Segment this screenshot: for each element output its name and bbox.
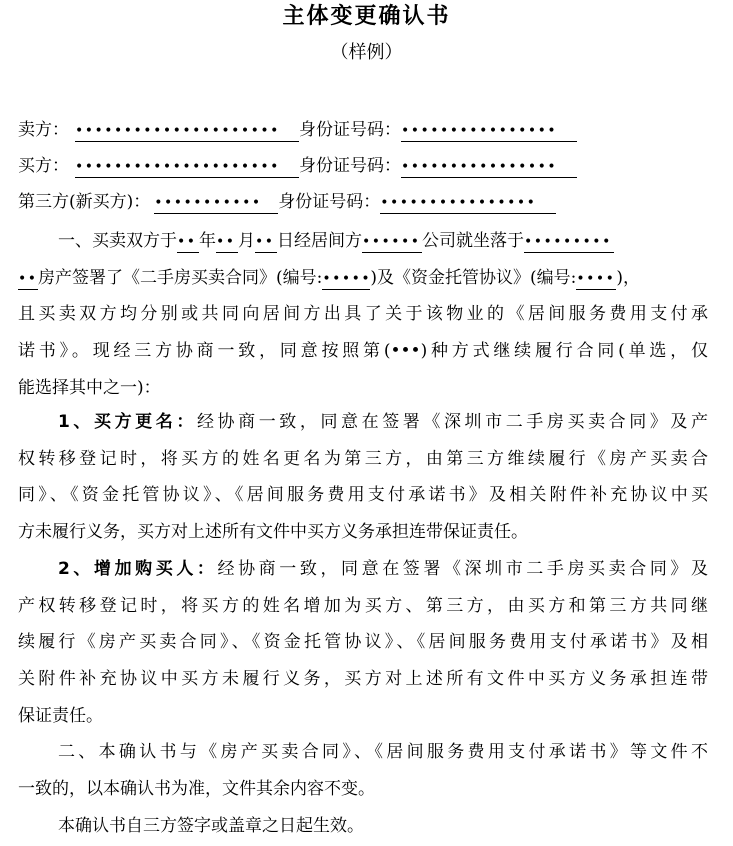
clause2-line1: 二、本确认书与《房产买卖合同》、《居间服务费用支付承诺书》等文件不 xyxy=(58,742,708,762)
day-blank: •• xyxy=(255,231,277,253)
document-subtitle: （样例） xyxy=(330,42,403,63)
agency-blank: •••••• xyxy=(362,231,422,253)
seller-line xyxy=(18,118,577,142)
clause1-line5: 能选择其中之一)： xyxy=(18,378,161,398)
year-blank: •• xyxy=(177,231,199,253)
buyer-label: 买方： xyxy=(18,156,69,176)
contract-number-blank: ••••• xyxy=(322,268,370,290)
clause2-line2: 一致的，以本确认书为准，文件其余内容不变。 xyxy=(18,779,375,799)
clause1-line2: ••房产签署了《二手房买卖合同》(编号:•••••)及《资金托管协议》(编号:••••)， xyxy=(18,268,640,288)
option1-line3: 同》、《资金托管协议》、《居间服务费用支付承诺书》及相关附件补充协议中买 xyxy=(18,485,708,505)
effective-clause: 本确认书自三方签字或盖章之日起生效。 xyxy=(58,816,364,836)
seller-id-label: 身份证号码： xyxy=(299,120,401,140)
buyer-line xyxy=(18,154,577,178)
option2-line3: 续履行《房产买卖合同》、《资金托管协议》、《居间服务费用支付承诺书》及相 xyxy=(18,632,708,652)
seller-label: 卖方： xyxy=(18,120,69,140)
option1-heading: 1、买方更名： xyxy=(58,412,197,432)
location-blank: ••••••••• xyxy=(524,231,614,253)
location-blank-cont: •• xyxy=(18,268,38,290)
clause1-line3: 且买卖双方均分别或共同向居间方出具了关于该物业的《居间服务费用支付承 xyxy=(18,304,708,324)
seller-id-blank: •••••••••••••••• xyxy=(401,120,577,142)
option2-heading: 2、增加购买人： xyxy=(58,559,218,579)
option2-line4: 关附件补充协议中买方未履行义务，买方对上述所有文件中买方义务承担连带 xyxy=(18,669,708,689)
option2-line1: 2、增加购买人：经协商一致，同意在签署《深圳市二手房买卖合同》及 xyxy=(58,559,708,579)
option1-line2: 权转移登记时，将买方的姓名更名为第三方，由第三方维续履行《房产买卖合 xyxy=(18,449,708,469)
option1-line1: 1、买方更名：经协商一致，同意在签署《深圳市二手房买卖合同》及产 xyxy=(58,412,708,432)
buyer-name-blank: ••••••••••••••••••••• xyxy=(75,156,299,178)
option2-line2: 产权转移登记时，将买方的姓名增加为买方、第三方，由买方和第三方共同继 xyxy=(18,596,708,616)
clause1-line4: 诺书》。现经三方协商一致，同意按照第(•••)种方式继续履行合同(单选，仅 xyxy=(18,341,708,361)
buyer-id-label: 身份证号码： xyxy=(299,156,401,176)
buyer-id-blank: •••••••••••••••• xyxy=(401,156,577,178)
third-party-id-blank: •••••••••••••••• xyxy=(380,192,556,214)
option1-line4: 方未履行义务，买方对上述所有文件中买方义务承担连带保证责任。 xyxy=(18,522,528,542)
third-party-label: 第三方(新买方)： xyxy=(18,192,151,212)
clause1-line1: 一、买卖双方于•• 年•• 月•• 日经居间方••••••公司就坐落于••••••••• xyxy=(58,229,614,253)
option2-line5: 保证责任。 xyxy=(18,706,103,726)
month-blank: •• xyxy=(216,231,238,253)
seller-name-blank: ••••••••••••••••••••• xyxy=(75,120,299,142)
escrow-number-blank: •••• xyxy=(576,268,616,290)
third-party-line xyxy=(18,190,556,214)
third-party-id-label: 身份证号码： xyxy=(278,192,381,212)
document-title: 主体变更确认书 xyxy=(282,4,451,29)
third-party-name-blank: ••••••••••• xyxy=(154,192,278,214)
